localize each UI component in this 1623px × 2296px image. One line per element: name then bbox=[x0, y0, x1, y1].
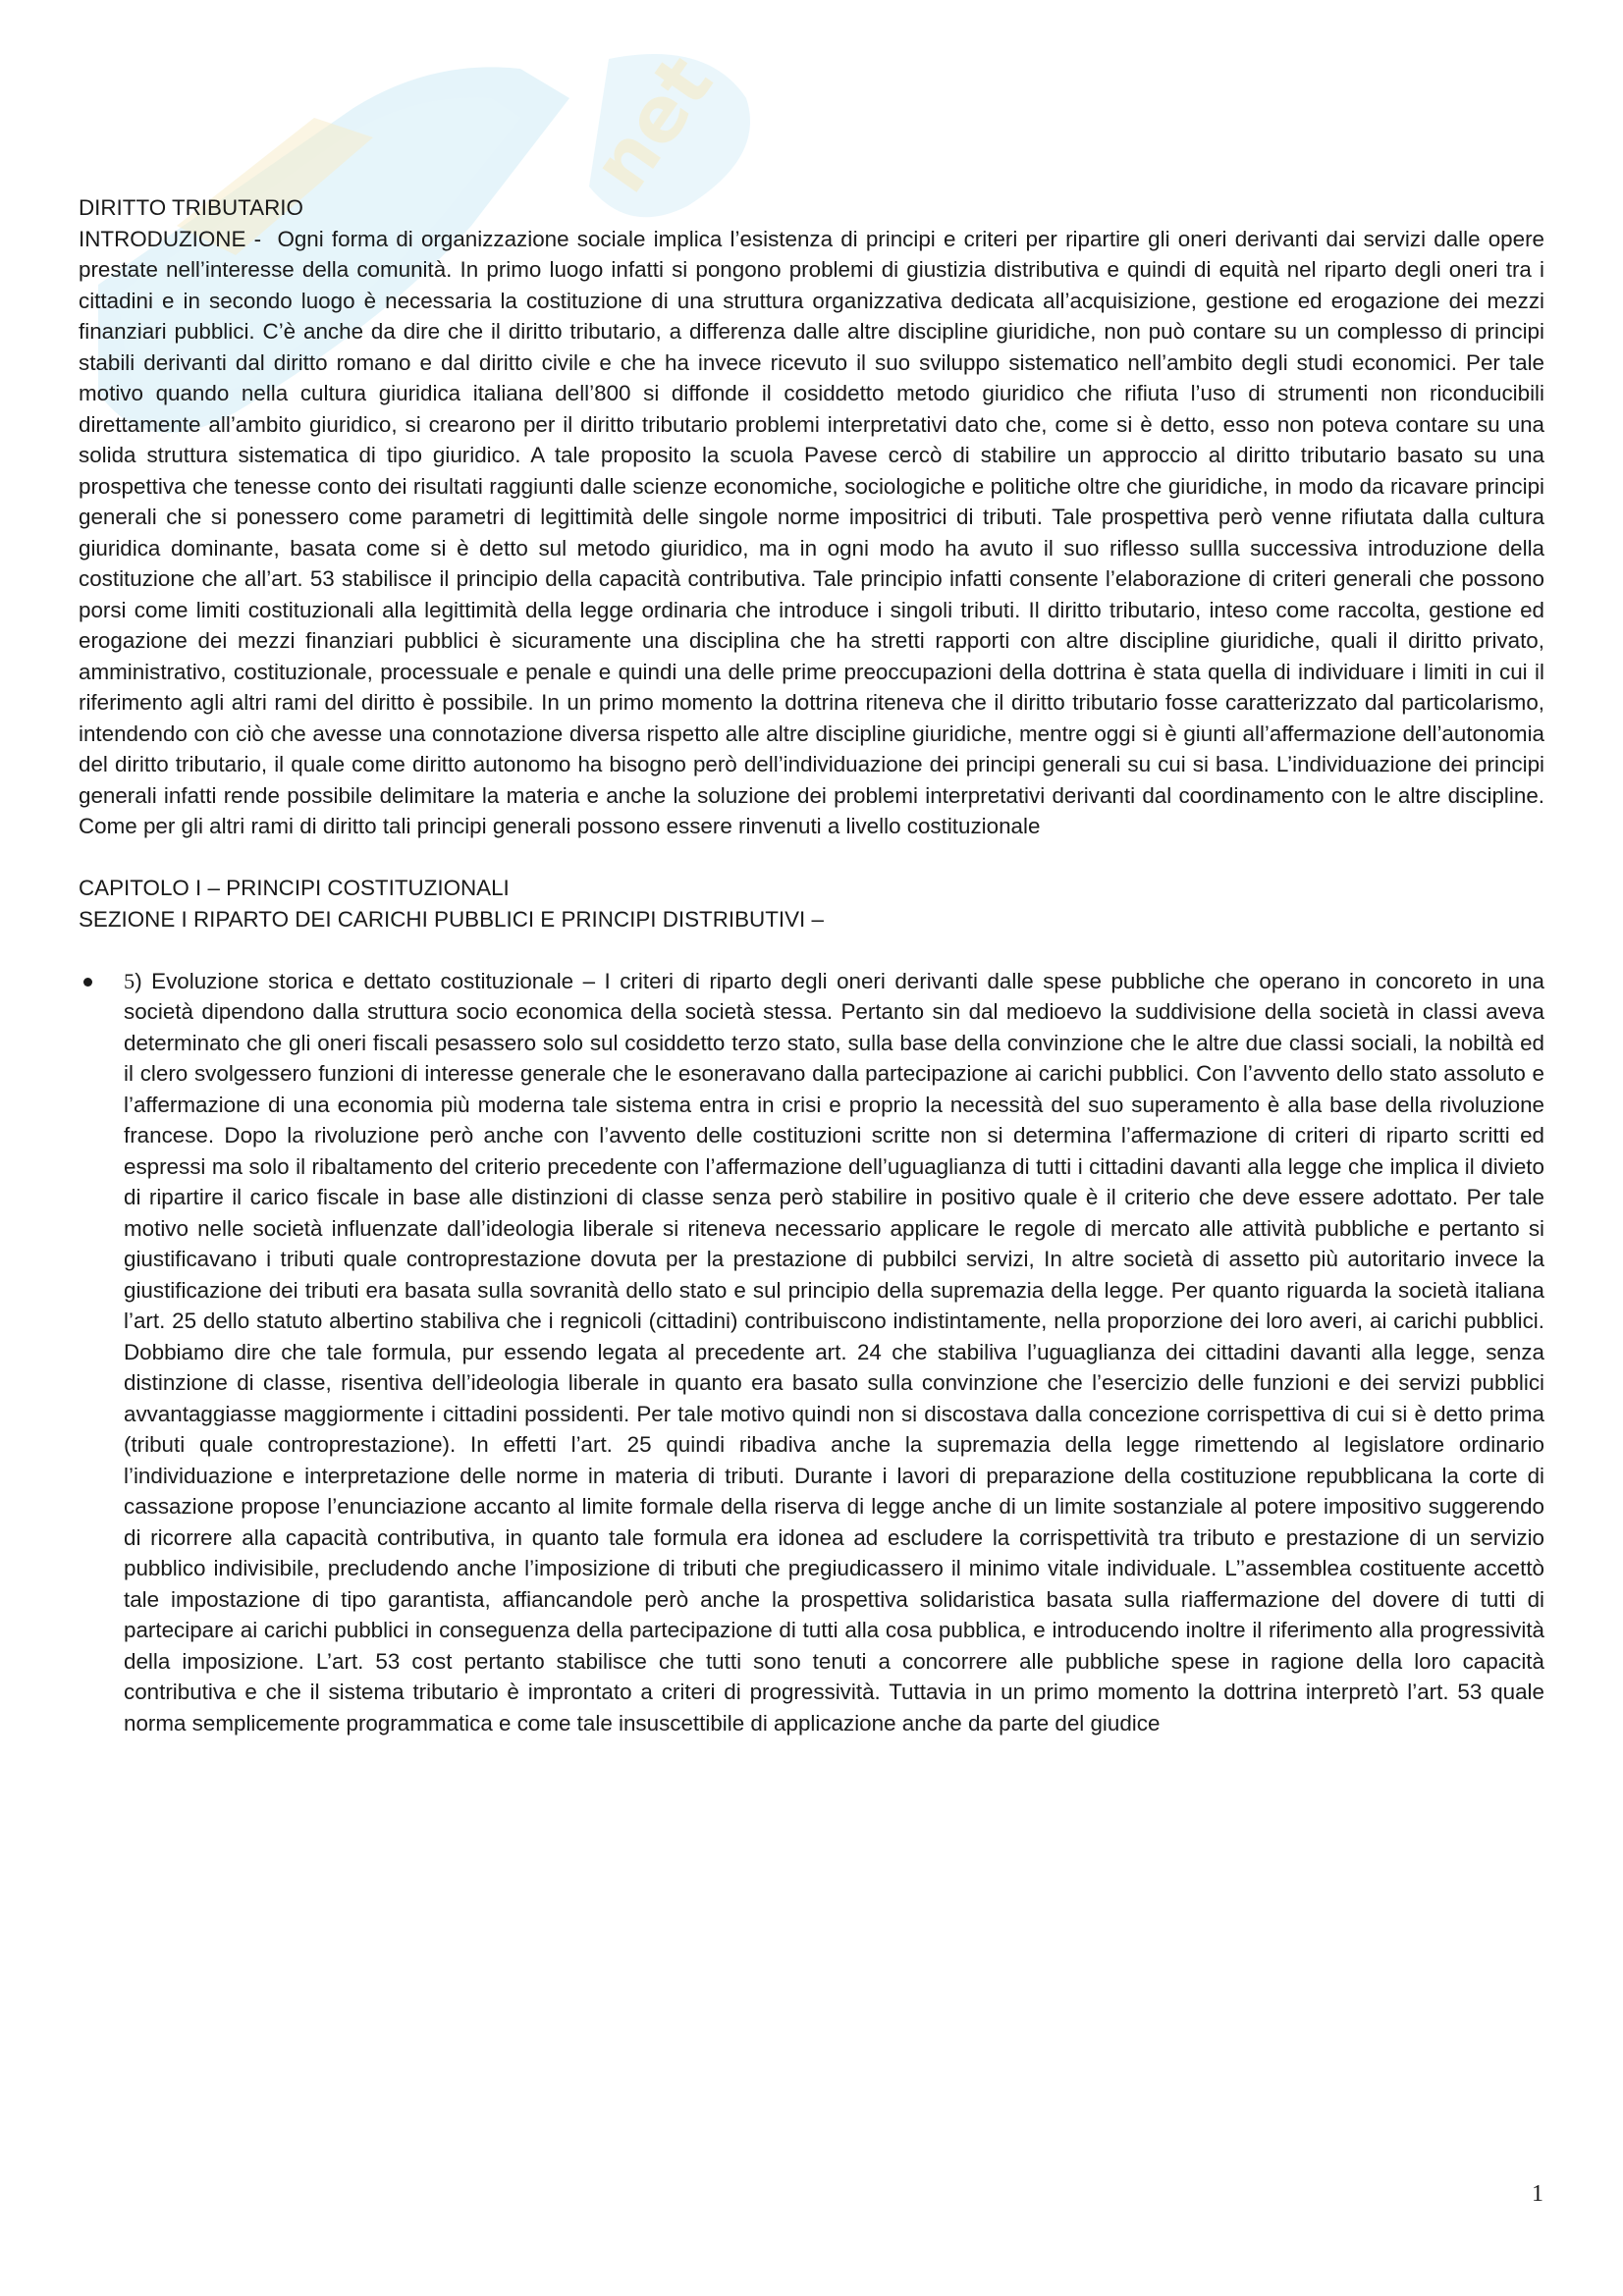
document-title: DIRITTO TRIBUTARIO bbox=[79, 195, 303, 220]
introduction-text: Ogni forma di organizzazione sociale implica l’esistenza di principi e criteri per ripartire gli oneri derivanti dai servizi dalle opere prestate nell’interesse della comunità. In primo luogo infatti si pongono problemi di giustizia distributiva e quindi di equità nel riparto degli oneri tra i cittadini e in secondo luogo è necessaria la costituzione di una struttura organizzativa dedicata all’acquisizione, gestione ed erogazione dei mezzi finanziari pubblici. C’è anche da dire che il diritto tributario, a differenza dalle altre discipline giuridiche, non può contare su un complesso di principi stabili derivanti dal diritto romano e dal diritto civile e che ha invece ricevuto il suo sviluppo sistematico nell’ambito degli studi economici. Per tale motivo quando nella cultura giuridica italiana dell’800 si diffonde il cosiddetto metodo giuridico che rifiuta l’uso di strumenti non riconducibili direttamente all’ambito giuridico, si crearono per il diritto tributario problemi interpretativi dato che, come si è detto, esso non poteva contare su una solida struttura sistematica di tipo giuridico. A tale proposito la scuola Pavese cercò di stabilire un approccio al diritto tributario basato su una prospettiva che tenesse conto dei risultati raggiunti dalle scienze economiche, sociologiche e politiche oltre che giuridiche, in modo da ricavare principi generali che si ponessero come parametri di legittimità delle singole norme impositrici di tributi. Tale prospettiva però venne rifiutata dalla cultura giuridica dominante, basata come si è detto sul metodo giuridico, ma in ogni modo ha avuto il suo riflesso sullla successiva introduzione della costituzione che all’art. 53 stabilisce il principio della capacità contributiva. Tale principio infatti consente l’elaborazione di criteri generali che possono porsi come limiti costituzionali alla legittimità della legge ordinaria che introduce i singoli tributi. Il diritto tributario, inteso come raccolta, gestione ed erogazione dei mezzi finanziari pubblici è sicuramente una disciplina che ha stretti rapporti con altre discipline giuridiche, quali il diritto privato, amministrativo, costituzionale, processuale e penale e quindi una delle prime preoccupazioni della dottrina è stata quella di individuare i limiti in cui il riferimento agli altri rami del diritto è possibile. In un primo momento la dottrina riteneva che il diritto tributario fosse caratterizzato dal particolarismo, intendendo con ciò che avesse una connotazione diversa rispetto alle altre discipline giuridiche, mentre oggi si è giunti all’affermazione dell’autonomia del diritto tributario, il quale come diritto autonomo ha bisogno però dell’individuazione dei principi generali su cui si basa. L’individuazione dei principi generali infatti rende possibile delimitare la materia e anche la soluzione dei problemi interpretativi derivanti dal coordinamento con le altre discipline. Come per gli altri rami di diritto tali principi generali possono essere rinvenuti a livello costituzionale bbox=[79, 226, 1545, 838]
document-body bbox=[79, 192, 1544, 1738]
list-item bbox=[79, 966, 1544, 1739]
introduction-label: INTRODUZIONE - bbox=[79, 226, 278, 251]
paragraph-spacer bbox=[79, 842, 1544, 874]
bullet-number: 5 bbox=[124, 968, 135, 993]
section-heading: SEZIONE I RIPARTO DEI CARICHI PUBBLICI E PRINCIPI DISTRIBUTIVI – bbox=[79, 906, 824, 932]
watermark-brand-text: net bbox=[575, 40, 730, 209]
page-number: 1 bbox=[1532, 2181, 1543, 2207]
chapter-heading: CAPITOLO I – PRINCIPI COSTITUZIONALI bbox=[79, 876, 510, 900]
introduction-paragraph bbox=[79, 224, 1544, 842]
bullet-text: ) Evoluzione storica e dettato costituzionale – I criteri di riparto degli oneri derivanti dalle spese pubbliche che operano in concoreto in una società dipendono dalla struttura socio economica della società stessa. Pertanto sin dal medioevo la suddivisione della società in classi aveva determinato che gli oneri fiscali pesassero solo sul cosiddetto terzo stato, sulla base della convinzione che le altre due classi sociali, la nobiltà ed il clero svolgessero funzioni di interesse generale che le esoneravano dalla partecipazione ai carichi pubblici. Con l’avvento dello stato assoluto e l’affermazione di una economia più moderna tale sistema entra in crisi e proprio la necessità del suo superamento è alla base della rivoluzione francese. Dopo la rivoluzione però anche con l’avvento delle costituzioni scritte non si determina l’affermazione di criteri di riparto scritti ed espressi ma solo il ribaltamento del criterio precedente con l’affermazione dell’uguaglianza di tutti i cittadini davanti alla legge che implica il divieto di ripartire il carico fiscale in base alle distinzioni di classe senza però stabilire in positivo quale è il criterio che deve essere adottato. Per tale motivo nelle società influenzate dall’ideologia liberale si riteneva necessario applicare le regole di mercato alle attività pubbliche e pertanto si giustificavano i tributi quale controprestazione dovuta per la prestazione di pubbilci servizi, In altre società di assetto più autoritario invece la giustificazione dei tributi era basata sulla sovranità dello stato e sul principio della supremazia della legge. Per quanto riguarda la società italiana l’art. 25 dello statuto albertino stabiliva che i regnicoli (cittadini) contribuiscono indistintamente, nella proporzione dei loro averi, ai carichi pubblici. Dobbiamo dire che tale formula, pur essendo legata al precedente art. 24 che stabiliva l’uguaglianza dei cittadini davanti alla legge, senza distinzione di classe, risentiva dell’ideologia liberale in quanto era basato sulla convinzione che l’esercizio delle funzioni e dei servizi pubblici avvantaggiasse maggiormente i cittadini possidenti. Per tale motivo quindi non si discostava dalla concezione corrispettiva di cui si è detto prima (tributi quale controprestazione). In effetti l’art. 25 quindi ribadiva anche la supremazia della legge rimettendo al legislatore ordinario l’individuazione e interpretazione delle norme in materia di tributi. Durante i lavori di preparazione della costituzione repubblicana la corte di cassazione propose l’enunciazione accanto al limite formale della riserva di legge anche di un limite sostanziale al potere impositivo suggerendo di ricorrere alla capacità contributiva, in quanto tale formula era idonea ad escludere la corrispettività tra tributo e prestazione di un servizio pubblico indivisibile, precludendo anche l’imposizione di tributi che pregiudicassero il minimo vitale individuale. L’’assemblea costituente accettò tale impostazione di tipo garantista, affiancandole però anche la prospettiva solidaristica basata sulla riaffermazione del dovere di tutti di partecipare ai carichi pubblici in conseguenza della partecipazione di tutti alla cosa pubblica, e introducendo inoltre il riferimento alla progressività della imposizione. L’art. 53 cost pertanto stabilisce che tutti sono tenuti a concorrere alle pubbliche spese in ragione della loro capacità contributiva e che il sistema tributario è improntato a criteri di progressività. Tuttavia in un primo momento la dottrina interpretò l’art. 53 quale norma semplicemente programmatica e come tale insuscettibile di applicazione anche da parte del giudice bbox=[124, 968, 1544, 1735]
bullet-icon bbox=[83, 978, 92, 987]
bullet-list bbox=[79, 966, 1544, 1739]
